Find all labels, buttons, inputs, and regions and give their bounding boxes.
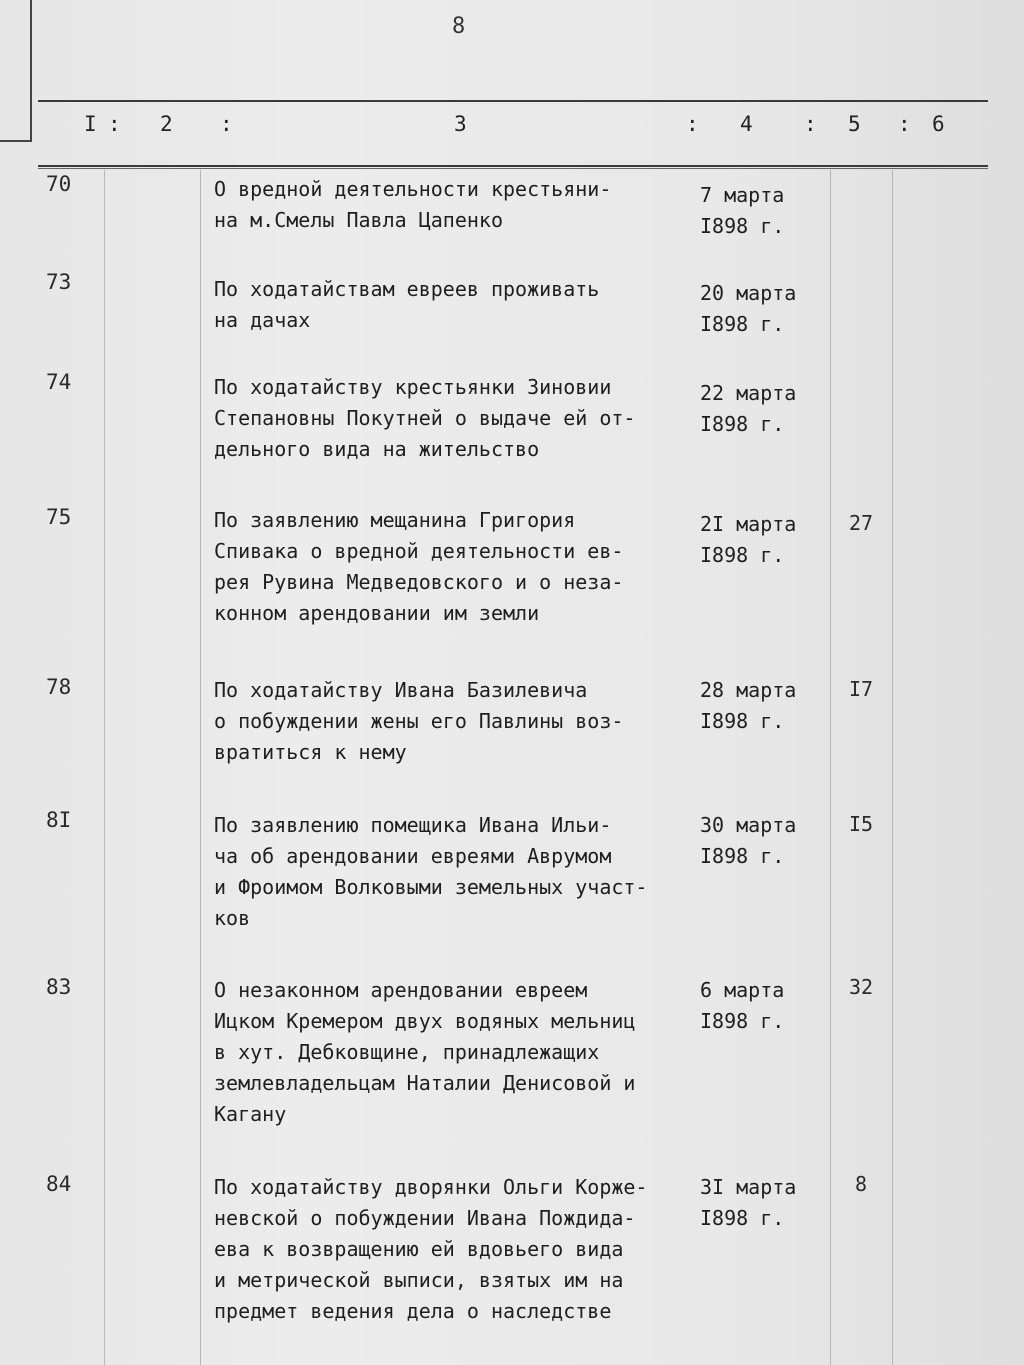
date-line: 28 марта (700, 678, 797, 702)
column-separator: : (898, 112, 912, 136)
date-line: I898 г. (700, 1009, 785, 1033)
entry-description (214, 975, 694, 1130)
entry-description (214, 174, 694, 236)
column-header-row (0, 112, 1024, 152)
entry-date (700, 378, 830, 440)
description-line: невской о побуждении Ивана Пождида- (214, 1206, 636, 1230)
entry-description (214, 675, 694, 768)
description-line: Спивака о вредной деятельности ев- (214, 539, 624, 563)
entry-description (214, 810, 694, 934)
header-top-rule (38, 100, 988, 102)
column-separator: : (108, 112, 122, 136)
entry-number: 70 (46, 172, 72, 196)
description-line: ева к возвращению ей вдовьего вида (214, 1237, 624, 1261)
description-line: на дачах (214, 308, 311, 332)
description-line: ков (214, 906, 251, 930)
entry-sheet: 32 (848, 975, 874, 999)
header-bottom-rule (38, 165, 988, 167)
description-line: По заявлению мещанина Григория (214, 508, 576, 532)
description-line: и метрической выписи, взятых им на (214, 1268, 624, 1292)
description-line: О вредной деятельности крестьяни- (214, 177, 612, 201)
date-line: I898 г. (700, 312, 785, 336)
description-line: дельного вида на жительство (214, 437, 540, 461)
column-header-5: 5 (848, 112, 862, 136)
entry-number: 73 (46, 270, 72, 294)
description-line: По заявлению помещика Ивана Ильи- (214, 813, 612, 837)
column-header-6: 6 (932, 112, 946, 136)
date-line: I898 г. (700, 214, 785, 238)
entry-number: 78 (46, 675, 72, 699)
entry-description (214, 372, 694, 465)
entry-date (700, 180, 830, 242)
entry-number: 8I (46, 808, 72, 832)
entry-number: 84 (46, 1172, 72, 1196)
entry-number: 75 (46, 505, 72, 529)
entry-number: 83 (46, 975, 72, 999)
description-line: в хут. Дебковщине, принадлежащих (214, 1040, 600, 1064)
entry-description (214, 1172, 694, 1327)
description-line: О незаконном арендовании евреем (214, 978, 588, 1002)
date-line: 20 марта (700, 281, 797, 305)
description-line: Кагану (214, 1102, 287, 1126)
date-line: I898 г. (700, 844, 785, 868)
column-divider (200, 170, 201, 1365)
entry-date (700, 675, 830, 737)
description-line: конном арендовании им земли (214, 601, 540, 625)
date-line: I898 г. (700, 1206, 785, 1230)
column-separator: : (804, 112, 818, 136)
header-bottom-rule-thin (38, 168, 988, 169)
entry-date (700, 509, 830, 571)
entry-date (700, 975, 830, 1037)
entry-date (700, 278, 830, 340)
description-line: рея Рувина Медведовского и о неза- (214, 570, 624, 594)
description-line: По ходатайству крестьянки Зиновии (214, 375, 612, 399)
description-line: По ходатайствам евреев проживать (214, 277, 600, 301)
entry-sheet: 27 (848, 511, 874, 535)
entry-date (700, 1172, 830, 1234)
entry-sheet: I5 (848, 812, 874, 836)
date-line: I898 г. (700, 709, 785, 733)
page-number: 8 (452, 14, 466, 39)
date-line: I898 г. (700, 412, 785, 436)
date-line: 7 марта (700, 183, 785, 207)
entry-description (214, 505, 694, 629)
entry-sheet: I7 (848, 677, 874, 701)
column-divider (892, 170, 893, 1365)
entry-description (214, 274, 694, 336)
column-header-4: 4 (740, 112, 754, 136)
description-line: ча об арендовании евреями Аврумом (214, 844, 612, 868)
column-divider (830, 170, 831, 1365)
description-line: землевладельцам Наталии Денисовой и (214, 1071, 636, 1095)
date-line: I898 г. (700, 543, 785, 567)
date-line: 3I марта (700, 1175, 797, 1199)
description-line: По ходатайству дворянки Ольги Корже- (214, 1175, 648, 1199)
description-line: По ходатайству Ивана Базилевича (214, 678, 588, 702)
description-line: Степановны Покутней о выдаче ей от- (214, 406, 636, 430)
column-divider (104, 170, 105, 1365)
date-line: 30 марта (700, 813, 797, 837)
date-line: 2I марта (700, 512, 797, 536)
entry-date (700, 810, 830, 872)
entry-sheet: 8 (854, 1172, 868, 1196)
description-line: Ицком Кремером двух водяных мельниц (214, 1009, 636, 1033)
column-header-2: 2 (160, 112, 174, 136)
description-line: и Фроимом Волковыми земельных участ- (214, 875, 648, 899)
column-header-1: I (84, 112, 98, 136)
date-line: 22 марта (700, 381, 797, 405)
column-separator: : (220, 112, 234, 136)
date-line: 6 марта (700, 978, 785, 1002)
description-line: на м.Смелы Павла Цапенко (214, 208, 503, 232)
description-line: о побуждении жены его Павлины воз- (214, 709, 624, 733)
description-line: предмет ведения дела о наследстве (214, 1299, 612, 1323)
entry-number: 74 (46, 370, 72, 394)
column-separator: : (686, 112, 700, 136)
description-line: вратиться к нему (214, 740, 407, 764)
column-header-3: 3 (454, 112, 468, 136)
